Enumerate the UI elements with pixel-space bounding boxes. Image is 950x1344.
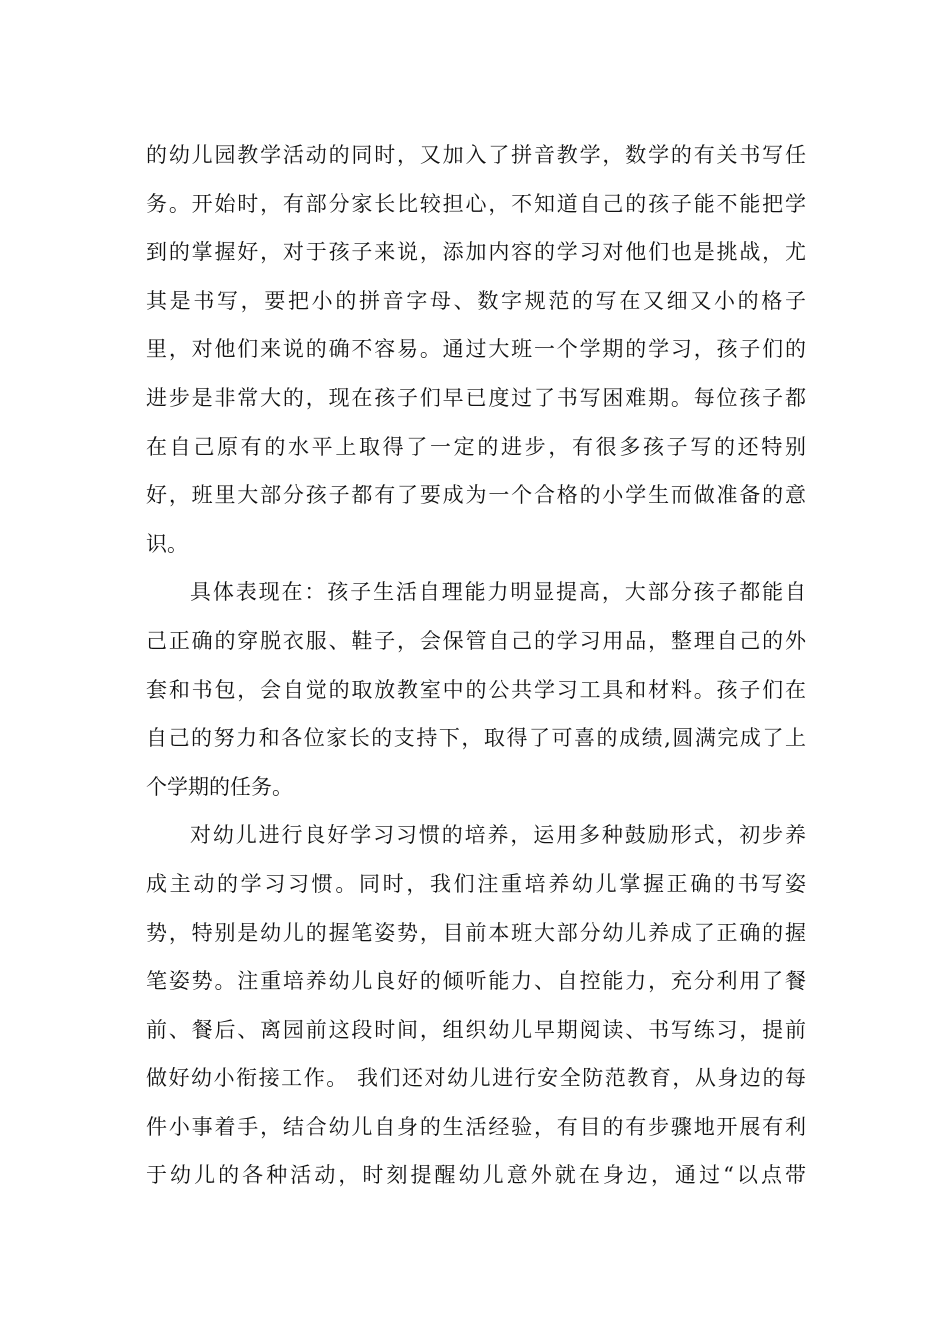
paragraph-3: [146, 811, 806, 1200]
text-line: 其是书写，要把小的拼音字母、数字规范的写在又细又小的格子: [146, 288, 806, 313]
document-body: [146, 131, 806, 1200]
paragraph-2: [146, 568, 806, 811]
text-line: 笔姿势。注重培养幼儿良好的倾听能力、自控能力，充分利用了餐: [146, 969, 806, 994]
text-line: 进步是非常大的，现在孩子们早已度过了书写困难期。每位孩子都: [146, 385, 806, 410]
text-line: 件小事着手，结合幼儿自身的生活经验，有目的有步骤地开展有利: [146, 1114, 806, 1139]
text-line: 成主动的学习习惯。同时，我们注重培养幼儿掌握正确的书写姿: [146, 871, 806, 896]
text-line: 个学期的任务。: [146, 774, 293, 799]
text-line: 于幼儿的各种活动，时刻提醒幼儿意外就在身边，通过“以点带: [146, 1163, 806, 1188]
text-line: 己正确的穿脱衣服、鞋子，会保管自己的学习用品，整理自己的外: [146, 628, 806, 653]
text-line: 套和书包，会自觉的取放教室中的公共学习工具和材料。孩子们在: [146, 677, 806, 702]
text-line: 到的掌握好，对于孩子来说，添加内容的学习对他们也是挑战，尤: [146, 240, 806, 265]
text-line: 务。开始时，有部分家长比较担心，不知道自己的孩子能不能把学: [146, 191, 806, 216]
text-line: 自己的努力和各位家长的支持下，取得了可喜的成绩,圆满完成了上: [146, 726, 806, 751]
text-line: 识。: [146, 531, 188, 556]
text-line: 里，对他们来说的确不容易。通过大班一个学期的学习，孩子们的: [146, 337, 806, 362]
text-line: 前、餐后、离园前这段时间，组织幼儿早期阅读、书写练习，提前: [146, 1017, 806, 1042]
text-line: 做好幼小衔接工作。 我们还对幼儿进行安全防范教育，从身边的每: [146, 1066, 806, 1091]
text-line: 势，特别是幼儿的握笔姿势，目前本班大部分幼儿养成了正确的握: [146, 920, 806, 945]
text-line: 具体表现在：孩子生活自理能力明显提高，大部分孩子都能自: [190, 580, 806, 605]
text-line: 对幼儿进行良好学习习惯的培养，运用多种鼓励形式，初步养: [190, 823, 806, 848]
text-line: 在自己原有的水平上取得了一定的进步，有很多孩子写的还特别: [146, 434, 806, 459]
text-line: 好，班里大部分孩子都有了要成为一个合格的小学生而做准备的意: [146, 483, 806, 508]
paragraph-1: [146, 131, 806, 568]
text-line: 的幼儿园教学活动的同时，又加入了拼音教学，数学的有关书写任: [146, 143, 806, 167]
